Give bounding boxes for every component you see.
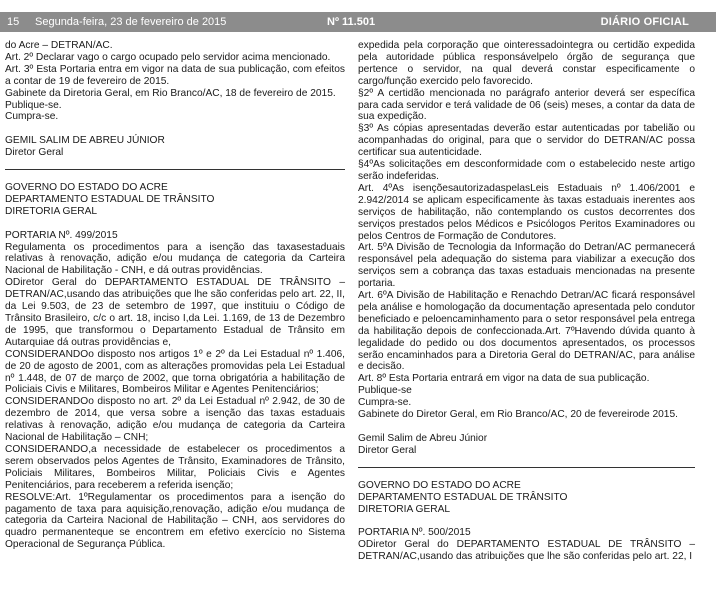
paragraph: Art. 5ºA Divisão de Tecnologia da Informação do Detran/AC permanecerá responsável pela adequação do sistema para viabilizar a execução dos serviços sem a cobrança das taxas estaduais mencionadas na presente portaria.: [358, 242, 695, 290]
signatory-name: GEMIL SALIM DE ABREU JÚNIOR: [5, 135, 165, 147]
paragraph: ODiretor Geral do DEPARTAMENTO ESTADUAL DE TRÂNSITO – DETRAN/AC,usando das atribuições que lhe são conferidas pelo art. 22, I: [358, 539, 695, 563]
ordinance-title: PORTARIA Nº. 500/2015: [358, 527, 471, 539]
paragraph: CONSIDERANDO,a necessidade de estabelecer os procedimentos a serem observados pelos Agentes de Trânsito, Examinadores de Trânsito, Policiais Militares, Bombeiros Militar, Policiais Civis e Agentes Penitenciários, para receberem a referida isenção;: [5, 443, 345, 491]
paragraph: Art. 4ºAs isençõesautorizadaspelasLeis Estaduais nº 1.406/2001 e 2.942/2014 se aplicam especificamente às taxas estaduais inerentes aos serviços de habilitação, não contemplando os custos decorrentes dos serviços prestados pelos Médicos e Psicólogos Peritos Examinadores ou pelos Centros de Formação de Condutores.: [358, 182, 695, 242]
paragraph: Publique-se.: [5, 99, 62, 111]
page-number: 15: [7, 16, 20, 28]
page-header: [0, 12, 716, 32]
paragraph: §4ºAs solicitações em desconformidade com o estabelecido neste artigo serão indeferidas.: [358, 159, 695, 182]
agency-line: GOVERNO DO ESTADO DO ACRE: [5, 182, 168, 194]
agency-line: DEPARTAMENTO ESTADUAL DE TRÂNSITO: [5, 193, 215, 205]
ordinance-title: PORTARIA Nº. 499/2015: [5, 229, 118, 241]
agency-line: DEPARTAMENTO ESTADUAL DE TRÂNSITO: [358, 491, 568, 503]
paragraph: do Acre – DETRAN/AC.: [5, 40, 113, 51]
paragraph: Art. 6ºA Divisão de Habilitação e Renachdo Detran/AC ficará responsável pela análise e homologação da documentação apresentada pelo condutor beneficiado e peloencaminhamento para o setor responsável pela entrega da habilitação depois de confeccionada.Art. 7ºHavendo dúvida quanto à legalidade do pedido ou dos documentos apresentados, os processos serão encaminhados para a Diretoria Geral do DETRAN/AC, para análise e decisão.: [358, 290, 695, 373]
section-divider: [5, 169, 345, 170]
paragraph: Publique-se: [358, 385, 412, 397]
paragraph: Gabinete do Diretor Geral, em Rio Branco/AC, 20 de fevereirode 2015.: [358, 409, 678, 421]
signatory-role: Diretor Geral: [358, 444, 417, 456]
paragraph: Art. 2º Declarar vago o cargo ocupado pelo servidor acima mencionado.: [5, 51, 331, 63]
paragraph: §3º As cópias apresentadas deverão estar autenticadas por tabelião ou acompanhadas do original, para que o servidor do DETRAN/AC possa certificar sua autenticidade.: [358, 123, 695, 159]
paragraph: Art. 3º Esta Portaria entra em vigor na data de sua publicação, com efeitos a contar de 19 de fevereiro de 2015.: [5, 63, 345, 87]
paragraph: RESOLVE:Art. 1ºRegulamentar os procedimentos para a isenção do pagamento de taxa para aquisição,renovação, adição e/ou mudança de categoria da Carteira Nacional de Habilitação – CNH, aos servidores do quadro permanenteque se encontrem em efetivo exercício no Sistema Operacional de Segurança Pública.: [5, 491, 345, 551]
paragraph: Art. 8º Esta Portaria entrará em vigor na data de sua publicação.: [358, 373, 650, 385]
left-column: [5, 40, 345, 551]
paragraph: Cumpra-se.: [5, 111, 59, 123]
agency-line: DIRETORIA GERAL: [5, 205, 98, 217]
signatory-name: Gemil Salim de Abreu Júnior: [358, 432, 488, 444]
paragraph: ODiretor Geral do DEPARTAMENTO ESTADUAL DE TRÂNSITO – DETRAN/AC,usando das atribuições que lhe são conferidas pelo art. 22, II, da Lei 9.503, de 23 de setembro de 1997, que instituiu o Código de Trânsito Brasileiro, c/c o art. 18, inciso I,da Lei. 1.169, de 13 de Dezembro de 1995, que transformou o Departamento Estadual de Trânsito em Autarquiae dá outras providências e,: [5, 277, 345, 348]
signatory-role: Diretor Geral: [5, 147, 64, 159]
edition-number: Nº 11.501: [327, 16, 376, 28]
paragraph: Cumpra-se.: [358, 397, 412, 409]
publication-title: DIÁRIO OFICIAL: [600, 16, 689, 28]
paragraph: Regulamenta os procedimentos para a isenção das taxasestaduais relativas à renovação, adição e/ou mudança de categoria da Carteira Nacional de Habilitação - CNH, e dá outras providências.: [5, 241, 345, 277]
agency-line: GOVERNO DO ESTADO DO ACRE: [358, 479, 521, 491]
section-divider: [358, 467, 695, 468]
paragraph: CONSIDERANDOo disposto no art. 2º da Lei Estadual nº 2.942, de 30 de dezembro de 2014, que versa sobre a isenção das taxas estaduais relativas à renovação, adição e/ou mudança de categoria da Carteira Nacional de Habilitação – CNH;: [5, 396, 345, 444]
paragraph: expedida pela corporação que ointeressadointegra ou certidão expedida pela autoridade pública responsávelpelo órgão de segurança que pertence o servidor, na qual deverá constar especificamente o cargo/função exercido pelo favorecido.: [358, 40, 695, 87]
paragraph: CONSIDERANDOo disposto nos artigos 1º e 2º da Lei Estadual nº 1.406, de 20 de agosto de 2001, com as alterações promovidas pela Lei Estadual nº 1.448, de 07 de março de 2002, que torna obrigatória a habilitação de Policiais Civis e Militares, Bombeiros Militar e Agentes Penitenciários;: [5, 348, 345, 396]
header-date: Segunda-feira, 23 de fevereiro de 2015: [35, 16, 227, 28]
right-column: [358, 40, 695, 563]
agency-line: DIRETORIA GERAL: [358, 503, 451, 515]
paragraph: §2º A certidão mencionada no parágrafo anterior deverá ser específica para cada servidor e terá validade de 06 (seis) meses, a contar da data de sua expedição.: [358, 87, 695, 123]
paragraph: Gabinete da Diretoria Geral, em Rio Branco/AC, 18 de fevereiro de 2015.: [5, 87, 336, 99]
